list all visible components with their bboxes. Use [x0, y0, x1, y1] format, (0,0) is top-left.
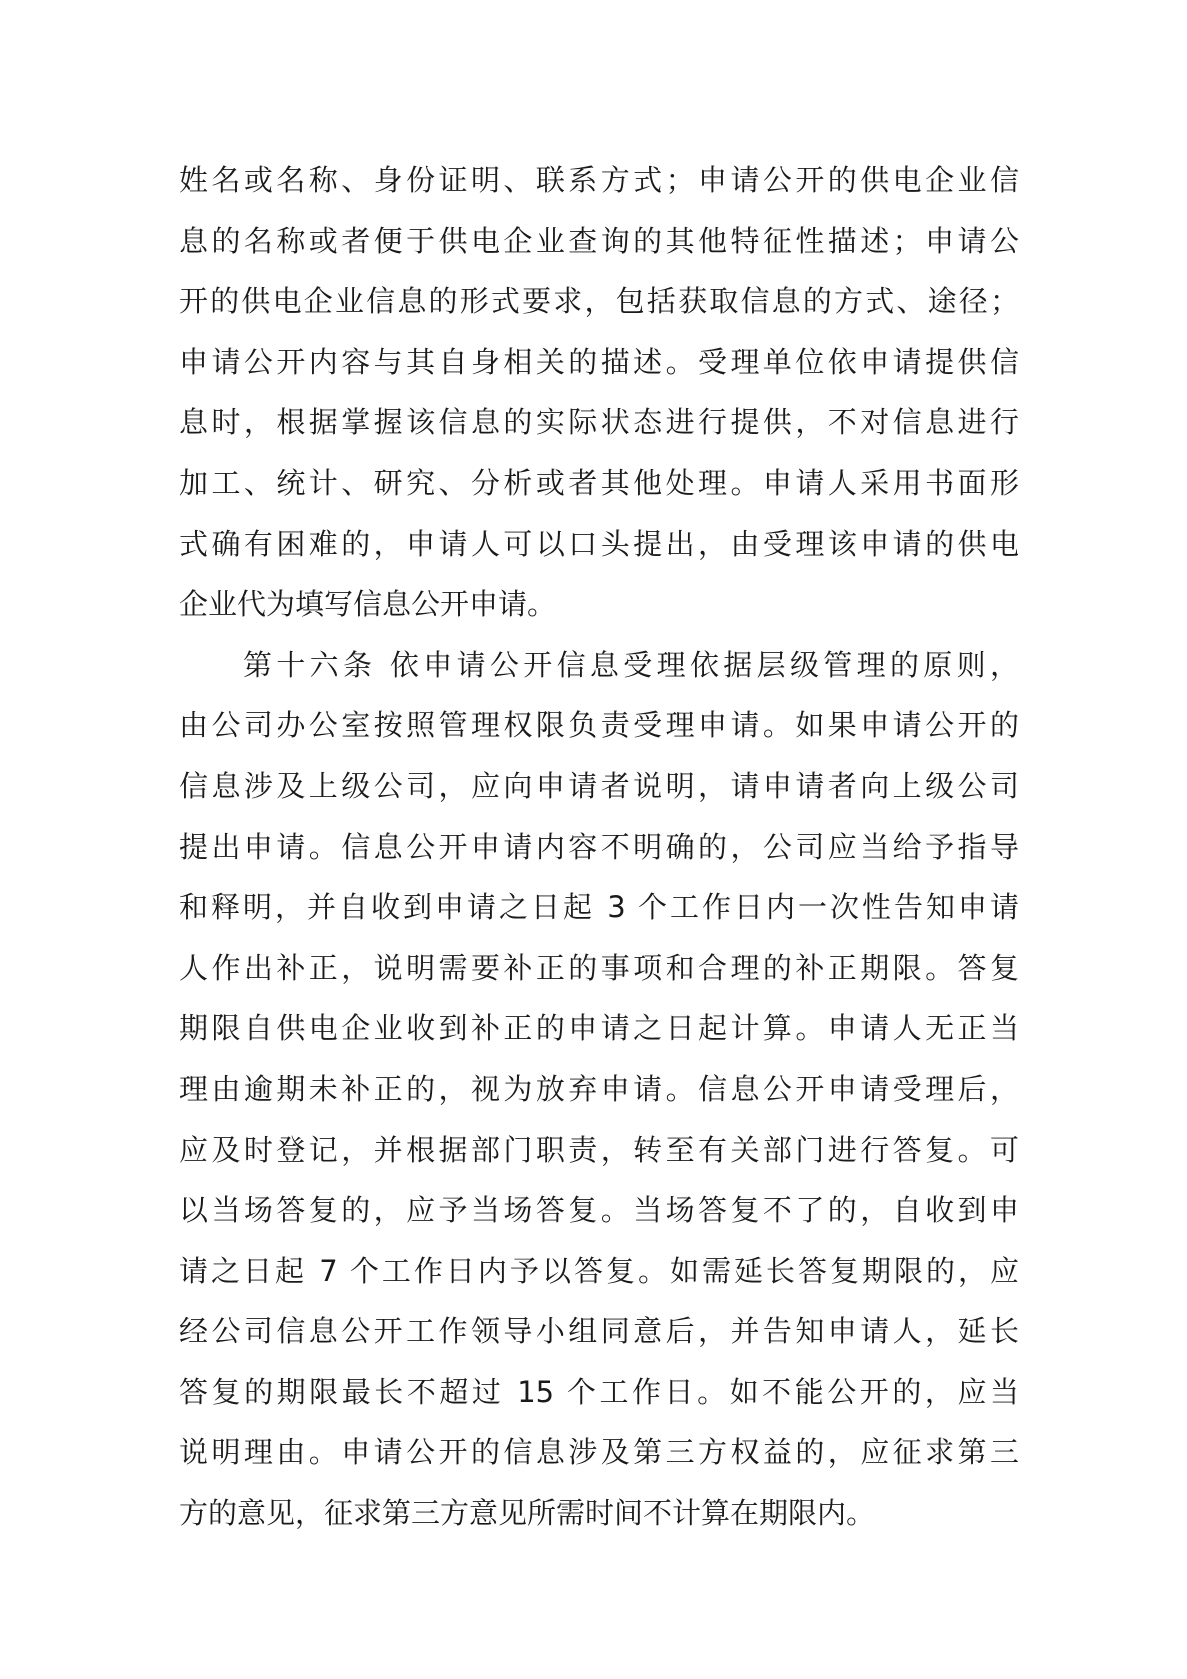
text-line: 请之日起 7 个工作日内予以答复。如需延长答复期限的，应 — [179, 1253, 1019, 1288]
text-line: 应及时登记，并根据部门职责，转至有关部门进行答复。可 — [179, 1132, 1019, 1167]
text-line: 由公司办公室按照管理权限负责受理申请。如果申请公开的 — [179, 708, 1019, 743]
text-line: 以当场答复的，应予当场答复。当场答复不了的，自收到申 — [179, 1193, 1019, 1228]
text-line: 息的名称或者便于供电企业查询的其他特征性描述；申请公 — [179, 223, 1019, 258]
text-line: 和释明，并自收到申请之日起 3 个工作日内一次性告知申请 — [179, 890, 1019, 925]
text-line: 答复的期限最长不超过 15 个工作日。如不能公开的，应当 — [179, 1374, 1019, 1409]
text-line: 开的供电企业信息的形式要求，包括获取信息的方式、途径； — [179, 284, 1019, 319]
text-line: 式确有困难的，申请人可以口头提出，由受理该申请的供电 — [179, 526, 1019, 561]
text-line: 申请公开内容与其自身相关的描述。受理单位依申请提供信 — [179, 344, 1019, 379]
article-heading-line: 第十六条 依申请公开信息受理依据层级管理的原则， — [243, 647, 1019, 682]
paragraph-end-line: 方的意见，征求第三方意见所需时间不计算在期限内。 — [179, 1496, 876, 1531]
text-line: 说明理由。申请公开的信息涉及第三方权益的，应征求第三 — [179, 1435, 1019, 1470]
paragraph-end-line: 企业代为填写信息公开申请。 — [179, 587, 557, 622]
text-line: 人作出补正，说明需要补正的事项和合理的补正期限。答复 — [179, 950, 1019, 985]
text-line: 经公司信息公开工作领导小组同意后，并告知申请人，延长 — [179, 1314, 1019, 1349]
text-line: 信息涉及上级公司，应向申请者说明，请申请者向上级公司 — [179, 768, 1019, 803]
text-line: 理由逾期未补正的，视为放弃申请。信息公开申请受理后， — [179, 1071, 1019, 1106]
text-line: 姓名或名称、身份证明、联系方式；申请公开的供电企业信 — [179, 163, 1019, 197]
text-line: 加工、统计、研究、分析或者其他处理。申请人采用书面形 — [179, 465, 1019, 500]
body-text — [179, 150, 1019, 1544]
text-line: 息时，根据掌握该信息的实际状态进行提供，不对信息进行 — [179, 405, 1019, 440]
text-line: 提出申请。信息公开申请内容不明确的，公司应当给予指导 — [179, 829, 1019, 864]
text-line: 期限自供电企业收到补正的申请之日起计算。申请人无正当 — [179, 1011, 1019, 1046]
